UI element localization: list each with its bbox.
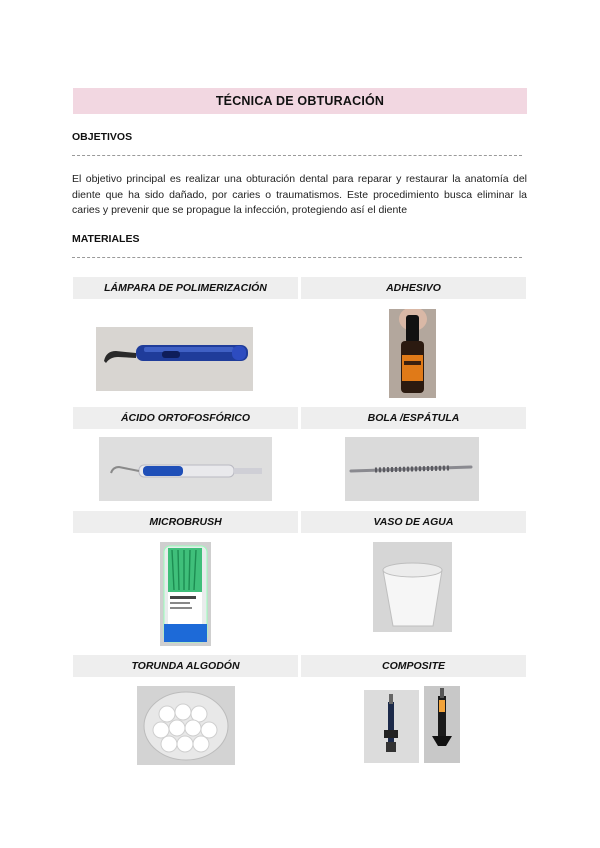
microbrush-image	[160, 542, 211, 646]
material-header-lampara: LÁMPARA DE POLIMERIZACIÓN	[73, 277, 298, 299]
objetivos-divider	[72, 155, 522, 156]
material-header-composite: COMPOSITE	[301, 655, 526, 677]
material-header-adhesivo: ADHESIVO	[301, 277, 526, 299]
material-header-torunda: TORUNDA ALGODÓN	[73, 655, 298, 677]
vaso-image	[373, 542, 452, 632]
materiales-heading: MATERIALES	[72, 233, 140, 245]
lampara-image	[96, 327, 253, 391]
materiales-divider	[72, 257, 522, 258]
material-header-acido: ÁCIDO ORTOFOSFÓRICO	[73, 407, 298, 429]
material-header-microbrush: MICROBRUSH	[73, 511, 298, 533]
material-header-bola-espatula: BOLA /ESPÁTULA	[301, 407, 526, 429]
objetivos-paragraph: El objetivo principal es realizar una obturación dental para reparar y restaurar la anatomía del diente que ha sido dañado, por caries o traumatismos. Este procedimiento busca eliminar la caries y prevenir que se propague la infección, protegiendo así el diente	[72, 173, 527, 216]
page-title: TÉCNICA DE OBTURACIÓN	[73, 88, 527, 114]
adhesivo-image	[389, 309, 436, 398]
torunda-image	[137, 686, 235, 765]
composite-image-1	[364, 690, 419, 763]
composite-image-2	[424, 686, 460, 763]
acido-image	[99, 437, 272, 501]
objetivos-heading: OBJETIVOS	[72, 131, 133, 143]
material-header-vaso: VASO DE AGUA	[301, 511, 526, 533]
bola-espatula-image	[345, 437, 479, 501]
